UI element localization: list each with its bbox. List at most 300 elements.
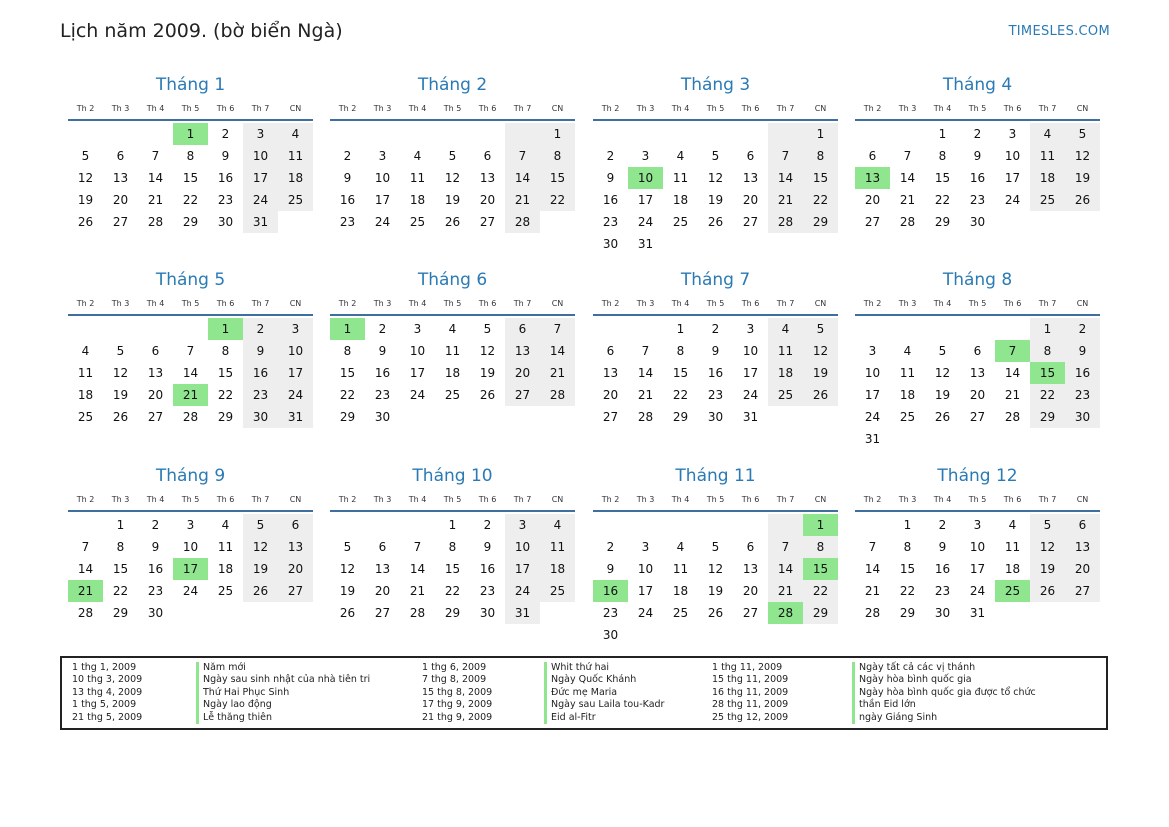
holiday-day: 13: [855, 167, 890, 189]
day-cell: 15: [672, 366, 689, 380]
weekday-label: CN: [289, 494, 302, 504]
weekday-label: Th 2: [76, 494, 95, 504]
weekday-label: Th 2: [863, 494, 882, 504]
day-cell: 11: [77, 366, 94, 380]
day-cell: 15: [182, 171, 199, 185]
holiday-day: 1: [173, 123, 208, 145]
day-cell: 1: [903, 518, 912, 532]
day-cell: 29: [672, 410, 689, 424]
legend-date: 15 thg 11, 2009: [712, 674, 789, 686]
day-cell: 1: [448, 518, 457, 532]
weekday-label: Th 5: [443, 494, 462, 504]
legend-date: 1 thg 5, 2009: [72, 699, 137, 711]
weekday-label: Th 2: [76, 103, 95, 113]
day-cell: 20: [374, 584, 391, 598]
empty-cell: [855, 123, 890, 145]
day-cell: 2: [606, 540, 615, 554]
weekday-label: Th 6: [216, 298, 235, 308]
month-5: [68, 268, 313, 428]
day-cell: 8: [186, 149, 195, 163]
day-cell: 24: [969, 584, 986, 598]
weekday-label: CN: [551, 494, 564, 504]
day-cell: 27: [479, 215, 496, 229]
day-cell: 28: [182, 410, 199, 424]
weekday-label: Th 4: [408, 298, 427, 308]
legend-holiday-name: Thứ Hai Phục Sinh: [196, 687, 289, 699]
day-cell: 3: [186, 518, 195, 532]
day-cell: 28: [637, 410, 654, 424]
day-cell: 29: [339, 410, 356, 424]
day-cell: 16: [1065, 362, 1100, 384]
day-cell: 9: [938, 540, 947, 554]
weekday-label: Th 2: [601, 298, 620, 308]
month-title: Tháng 4: [942, 75, 1013, 95]
empty-cell: [173, 318, 208, 340]
day-cell: 29: [112, 606, 129, 620]
empty-cell: [593, 318, 628, 340]
day-cell: 26: [1065, 189, 1100, 211]
day-cell: 23: [707, 388, 724, 402]
weekday-label: Th 2: [76, 298, 95, 308]
day-cell: 9: [1065, 340, 1100, 362]
day-grid: [330, 514, 575, 624]
day-cell: 24: [409, 388, 426, 402]
legend-holiday-name: Đức mẹ Maria: [544, 687, 617, 699]
weekday-header: [330, 292, 575, 316]
day-cell: 2: [711, 322, 720, 336]
day-cell: 26: [339, 606, 356, 620]
day-cell: 13: [969, 366, 986, 380]
day-cell: 5: [711, 149, 720, 163]
weekday-label: Th 3: [373, 494, 392, 504]
weekday-header: [593, 488, 838, 512]
day-cell: 13: [602, 366, 619, 380]
weekday-label: Th 7: [776, 494, 795, 504]
holiday-day: 17: [173, 558, 208, 580]
day-cell: 12: [1030, 536, 1065, 558]
weekday-label: Th 7: [513, 103, 532, 113]
day-cell: 28: [864, 606, 881, 620]
legend-holiday-name: Ngày hòa bình quốc gia: [852, 674, 972, 686]
legend-date: 1 thg 1, 2009: [72, 662, 137, 673]
day-cell: 15: [899, 562, 916, 576]
month-title: Tháng 7: [680, 270, 751, 290]
holiday-day: 21: [173, 384, 208, 406]
day-cell: 16: [602, 193, 619, 207]
day-cell: 16: [217, 171, 234, 185]
weekday-label: CN: [814, 103, 827, 113]
weekday-label: CN: [1076, 494, 1089, 504]
empty-cell: [138, 123, 173, 145]
day-cell: 25: [409, 215, 426, 229]
weekday-label: Th 3: [111, 103, 130, 113]
day-cell: 17: [409, 366, 426, 380]
day-cell: 7: [868, 540, 877, 554]
month-10: [330, 464, 575, 624]
empty-cell: [890, 318, 925, 340]
day-cell: 12: [707, 171, 724, 185]
day-cell: 16: [147, 562, 164, 576]
day-cell: 4: [768, 318, 803, 340]
day-cell: 4: [413, 149, 422, 163]
day-cell: 1: [938, 127, 947, 141]
day-cell: 24: [243, 189, 278, 211]
day-cell: 26: [707, 215, 724, 229]
weekday-label: Th 3: [636, 494, 655, 504]
day-cell: 23: [602, 606, 619, 620]
day-cell: 8: [1030, 340, 1065, 362]
day-cell: 21: [1004, 388, 1021, 402]
day-cell: 19: [1065, 167, 1100, 189]
day-cell: 16: [339, 193, 356, 207]
day-cell: 5: [938, 344, 947, 358]
day-cell: 22: [1030, 384, 1065, 406]
day-cell: 14: [540, 340, 575, 362]
day-cell: 6: [505, 318, 540, 340]
month-title: Tháng 10: [412, 466, 493, 486]
legend-date: 7 thg 8, 2009: [422, 674, 487, 686]
empty-cell: [593, 123, 628, 145]
day-cell: 13: [479, 171, 496, 185]
day-cell: 17: [742, 366, 759, 380]
month-7: [593, 268, 838, 428]
holiday-day: 21: [68, 580, 103, 602]
day-cell: 16: [707, 366, 724, 380]
weekday-label: Th 3: [373, 103, 392, 113]
day-cell: 1: [1030, 318, 1065, 340]
day-cell: 11: [1004, 540, 1021, 554]
day-grid: [855, 123, 1100, 233]
day-grid: [330, 318, 575, 428]
legend-holiday-name: Ngày Quốc Khánh: [544, 674, 636, 686]
day-cell: 7: [903, 149, 912, 163]
holiday-day: 28: [768, 602, 803, 624]
weekday-label: CN: [551, 103, 564, 113]
day-cell: 30: [1065, 406, 1100, 428]
weekday-label: Th 7: [1038, 298, 1057, 308]
day-cell: 14: [768, 167, 803, 189]
weekday-label: Th 7: [513, 298, 532, 308]
weekday-label: Th 6: [1003, 103, 1022, 113]
empty-cell: [698, 514, 733, 536]
weekday-label: CN: [551, 298, 564, 308]
day-grid: [593, 318, 838, 428]
day-cell: 11: [409, 171, 426, 185]
day-cell: 23: [969, 193, 986, 207]
weekday-label: Th 2: [863, 103, 882, 113]
weekday-label: CN: [1076, 298, 1089, 308]
empty-cell: [890, 123, 925, 145]
day-cell: 3: [1008, 127, 1017, 141]
month-title: Tháng 1: [155, 75, 226, 95]
weekday-label: Th 4: [146, 298, 165, 308]
day-cell: 31: [637, 237, 654, 251]
day-cell: 11: [278, 145, 313, 167]
month-12: [855, 464, 1100, 624]
day-cell: 4: [676, 149, 685, 163]
weekday-header: [855, 97, 1100, 121]
day-cell: 24: [1004, 193, 1021, 207]
legend-date: 25 thg 12, 2009: [712, 711, 789, 723]
day-cell: 2: [973, 127, 982, 141]
day-cell: 21: [899, 193, 916, 207]
day-cell: 9: [221, 149, 230, 163]
day-cell: 4: [1030, 123, 1065, 145]
weekday-label: CN: [289, 298, 302, 308]
day-cell: 2: [606, 149, 615, 163]
day-cell: 27: [969, 410, 986, 424]
day-cell: 18: [444, 366, 461, 380]
day-cell: 19: [444, 193, 461, 207]
day-cell: 4: [676, 540, 685, 554]
day-cell: 27: [742, 606, 759, 620]
day-cell: 16: [374, 366, 391, 380]
weekday-header: [855, 292, 1100, 316]
legend-date: 21 thg 9, 2009: [422, 711, 493, 723]
day-cell: 5: [81, 149, 90, 163]
day-cell: 13: [742, 562, 759, 576]
day-cell: 7: [540, 318, 575, 340]
day-cell: 30: [934, 606, 951, 620]
day-cell: 24: [637, 215, 654, 229]
day-cell: 11: [672, 171, 689, 185]
month-6: [330, 268, 575, 428]
day-cell: 28: [768, 211, 803, 233]
day-cell: 8: [938, 149, 947, 163]
day-cell: 18: [1030, 167, 1065, 189]
month-11: [593, 464, 838, 646]
weekday-header: [68, 292, 313, 316]
day-cell: 24: [374, 215, 391, 229]
day-grid: [68, 318, 313, 428]
day-cell: 18: [409, 193, 426, 207]
day-cell: 6: [1065, 514, 1100, 536]
day-grid: [855, 514, 1100, 624]
day-cell: 6: [746, 540, 755, 554]
day-cell: 22: [182, 193, 199, 207]
day-cell: 20: [112, 193, 129, 207]
day-cell: 17: [637, 193, 654, 207]
legend-holiday-name: thần Eid lớn: [852, 699, 916, 711]
weekday-label: Th 4: [933, 494, 952, 504]
legend-holiday-name: ngày Giáng Sinh: [852, 712, 937, 724]
weekday-header: [330, 97, 575, 121]
day-cell: 27: [147, 410, 164, 424]
day-cell: 22: [339, 388, 356, 402]
day-cell: 14: [768, 558, 803, 580]
weekday-label: Th 3: [111, 494, 130, 504]
empty-cell: [628, 514, 663, 536]
day-cell: 5: [243, 514, 278, 536]
day-cell: 9: [378, 344, 387, 358]
day-cell: 2: [1065, 318, 1100, 340]
day-cell: 12: [243, 536, 278, 558]
empty-cell: [68, 123, 103, 145]
weekday-label: Th 5: [181, 103, 200, 113]
day-cell: 10: [1004, 149, 1021, 163]
weekday-label: Th 4: [671, 298, 690, 308]
day-cell: 27: [278, 580, 313, 602]
day-cell: 21: [409, 584, 426, 598]
day-cell: 17: [637, 584, 654, 598]
holiday-day: 15: [1030, 362, 1065, 384]
legend-date: 13 thg 4, 2009: [72, 686, 143, 698]
weekday-label: Th 3: [111, 298, 130, 308]
day-cell: 20: [505, 362, 540, 384]
empty-cell: [733, 514, 768, 536]
day-cell: 5: [483, 322, 492, 336]
day-grid: [330, 123, 575, 233]
day-cell: 14: [409, 562, 426, 576]
day-cell: 10: [864, 366, 881, 380]
day-cell: 19: [707, 193, 724, 207]
weekday-label: Th 7: [513, 494, 532, 504]
day-cell: 18: [77, 388, 94, 402]
holiday-day: 15: [803, 558, 838, 580]
day-cell: 14: [637, 366, 654, 380]
day-cell: 4: [903, 344, 912, 358]
legend-holiday-name: Ngày hòa bình quốc gia được tổ chức: [852, 687, 1036, 699]
day-cell: 10: [243, 145, 278, 167]
day-cell: 18: [540, 558, 575, 580]
weekday-header: [330, 488, 575, 512]
empty-cell: [593, 514, 628, 536]
day-cell: 14: [1004, 366, 1021, 380]
day-cell: 4: [278, 123, 313, 145]
day-cell: 12: [803, 340, 838, 362]
day-cell: 21: [540, 362, 575, 384]
day-cell: 20: [1065, 558, 1100, 580]
day-cell: 27: [742, 215, 759, 229]
day-cell: 22: [803, 189, 838, 211]
day-grid: [855, 318, 1100, 450]
day-cell: 11: [540, 536, 575, 558]
empty-cell: [68, 514, 103, 536]
day-cell: 12: [1065, 145, 1100, 167]
day-cell: 18: [672, 193, 689, 207]
day-cell: 27: [505, 384, 540, 406]
day-cell: 5: [343, 540, 352, 554]
day-cell: 9: [606, 171, 615, 185]
day-cell: 23: [147, 584, 164, 598]
day-cell: 30: [602, 237, 619, 251]
day-cell: 3: [413, 322, 422, 336]
day-cell: 16: [243, 362, 278, 384]
day-grid: [68, 123, 313, 233]
day-cell: 8: [116, 540, 125, 554]
day-cell: 22: [934, 193, 951, 207]
weekday-label: Th 7: [776, 103, 795, 113]
day-cell: 3: [973, 518, 982, 532]
weekday-label: Th 6: [1003, 298, 1022, 308]
legend-holiday-name: Ngày sau Laila tou-Kadr: [544, 699, 664, 711]
day-cell: 19: [1030, 558, 1065, 580]
weekday-label: Th 6: [741, 494, 760, 504]
weekday-header: [68, 488, 313, 512]
day-cell: 24: [278, 384, 313, 406]
legend-date: 1 thg 11, 2009: [712, 662, 783, 673]
legend-holiday-name: Năm mới: [196, 662, 246, 674]
day-cell: 25: [768, 384, 803, 406]
day-cell: 5: [1030, 514, 1065, 536]
day-cell: 18: [278, 167, 313, 189]
day-cell: 2: [938, 518, 947, 532]
day-cell: 17: [278, 362, 313, 384]
weekday-label: Th 5: [181, 298, 200, 308]
day-cell: 9: [243, 340, 278, 362]
day-cell: 17: [243, 167, 278, 189]
day-cell: 30: [147, 606, 164, 620]
day-cell: 12: [934, 366, 951, 380]
empty-cell: [995, 318, 1030, 340]
day-cell: 10: [637, 562, 654, 576]
weekday-label: Th 3: [636, 298, 655, 308]
day-cell: 29: [803, 602, 838, 624]
day-cell: 9: [343, 171, 352, 185]
day-cell: 8: [803, 536, 838, 558]
day-cell: 29: [899, 606, 916, 620]
weekday-label: Th 5: [443, 298, 462, 308]
site-link[interactable]: TIMESLES.COM: [1008, 24, 1110, 39]
empty-cell: [330, 514, 365, 536]
day-cell: 21: [768, 580, 803, 602]
day-cell: 29: [444, 606, 461, 620]
empty-cell: [505, 123, 540, 145]
weekday-label: Th 3: [898, 494, 917, 504]
weekday-label: Th 7: [1038, 103, 1057, 113]
day-cell: 4: [221, 518, 230, 532]
weekday-header: [593, 292, 838, 316]
day-cell: 4: [540, 514, 575, 536]
day-cell: 28: [409, 606, 426, 620]
day-cell: 26: [934, 410, 951, 424]
empty-cell: [138, 318, 173, 340]
day-cell: 21: [637, 388, 654, 402]
day-cell: 31: [505, 602, 540, 624]
page-title: Lịch năm 2009. (bờ biển Ngà): [60, 20, 343, 42]
day-cell: 17: [374, 193, 391, 207]
day-cell: 23: [479, 584, 496, 598]
day-cell: 12: [444, 171, 461, 185]
day-cell: 21: [505, 189, 540, 211]
day-cell: 16: [479, 562, 496, 576]
day-cell: 11: [899, 366, 916, 380]
day-cell: 3: [746, 322, 755, 336]
empty-cell: [925, 318, 960, 340]
month-title: Tháng 11: [675, 466, 756, 486]
weekday-label: Th 7: [251, 103, 270, 113]
weekday-label: Th 5: [706, 494, 725, 504]
weekday-label: Th 5: [706, 298, 725, 308]
day-cell: 14: [899, 171, 916, 185]
day-cell: 26: [243, 580, 278, 602]
day-cell: 26: [707, 606, 724, 620]
empty-cell: [768, 123, 803, 145]
day-cell: 17: [1004, 171, 1021, 185]
day-cell: 2: [483, 518, 492, 532]
empty-cell: [103, 123, 138, 145]
day-cell: 23: [217, 193, 234, 207]
weekday-label: Th 6: [216, 103, 235, 113]
day-cell: 8: [803, 145, 838, 167]
empty-cell: [628, 318, 663, 340]
month-4: [855, 73, 1100, 233]
empty-cell: [960, 318, 995, 340]
day-cell: 6: [606, 344, 615, 358]
day-cell: 13: [278, 536, 313, 558]
day-cell: 12: [77, 171, 94, 185]
day-cell: 20: [147, 388, 164, 402]
